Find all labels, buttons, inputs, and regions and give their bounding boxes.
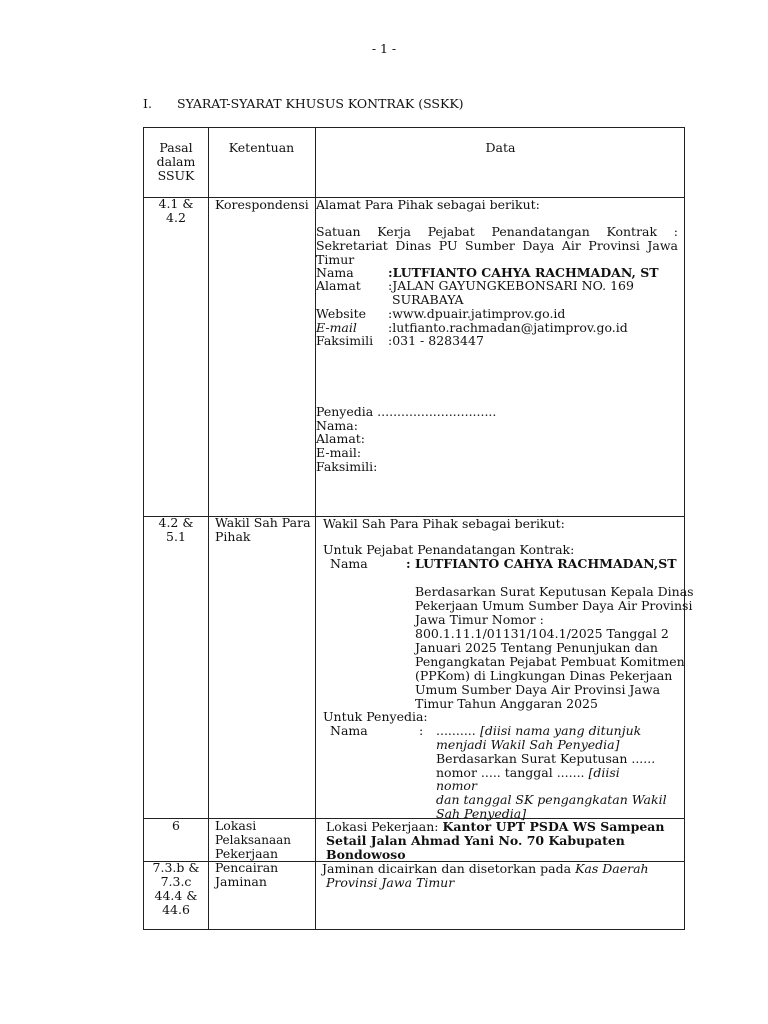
- row1-fax-value: :031 - 8283447: [388, 333, 484, 348]
- row1-website-label: Website: [316, 306, 367, 321]
- row1-intro: Alamat Para Pihak sebagai berikut:: [316, 197, 540, 212]
- section-number: I.: [143, 96, 152, 111]
- row1-fax-label: Faksimili: [316, 333, 374, 348]
- row1-ketentuan: Korespondensi: [215, 197, 309, 212]
- row4-text-line1: Jaminan dicairkan dan disetorkan pada Kas Daerah: [322, 861, 649, 876]
- row1-penyedia-fax: Faksimili:: [316, 459, 378, 474]
- section-heading: [143, 97, 464, 111]
- row2-penyedia-sk2: nomor ..... tanggal ....... [diisi: [436, 765, 620, 780]
- row2-intro: Wakil Sah Para Pihak sebagai berikut:: [323, 516, 565, 531]
- header-ketentuan: Ketentuan: [228, 140, 295, 155]
- row2-untuk-ppk: Untuk Pejabat Penandatangan Kontrak:: [323, 542, 575, 557]
- row1-alamat-label: Alamat: [316, 278, 361, 293]
- row2-penyedia-diisi: [diisi nama yang ditunjuk: [480, 723, 642, 738]
- row1-penyedia-alamat: Alamat:: [316, 431, 366, 446]
- row1-satker-line1: Satuan Kerja Pejabat Penandatangan Kontrak :: [316, 225, 678, 239]
- row3-lokasi: Lokasi Pekerjaan: Kantor UPT PSDA WS Sampean: [326, 819, 665, 834]
- row1-alamat-value2: SURABAYA: [392, 292, 464, 307]
- row2-pasal: 4.2 & 5.1: [158, 515, 194, 544]
- header-pasal: Pasal dalam SSUK: [156, 140, 196, 183]
- row1-satker-line3: Timur: [316, 252, 355, 267]
- row2-penyedia-sk5: Sah Penyedia]: [436, 806, 527, 821]
- row3-lokasi-line2: Setail Jalan Ahmad Yani No. 70 Kabupaten: [326, 833, 625, 848]
- row1-pasal: 4.1 & 4.2: [158, 196, 194, 225]
- row1-alamat-value: :JALAN GAYUNGKEBONSARI NO. 169: [388, 278, 634, 293]
- row2-penyedia-dots: ..........: [436, 723, 476, 738]
- row4-text-line2: Provinsi Jawa Timur: [326, 875, 455, 890]
- row1-penyedia: Penyedia ..............................: [316, 404, 497, 419]
- row2-untuk-penyedia: Untuk Penyedia:: [323, 709, 428, 724]
- row2-ketentuan: Wakil Sah Para Pihak: [215, 515, 311, 544]
- row2-penyedia-colon: :: [419, 723, 424, 738]
- row1-penyedia-nama: Nama:: [316, 418, 358, 433]
- row2-penyedia-sk4: dan tanggal SK pengangkatan Wakil: [436, 792, 667, 807]
- row2-penyedia-nama-label: Nama: [330, 723, 368, 738]
- row1-email-value: :lutfianto.rachmadan@jatimprov.go.id: [388, 320, 628, 335]
- row2-dasar: Berdasarkan Surat Keputusan Kepala Dinas Pekerjaan Umum Sumber Daya Air Provinsi Jawa Timur Nomor : 800.1.11.1/01131/104.1/2025 Tanggal 2 Januari 2025 Tentang Penunjukan dan Pengangkatan Pejabat Pembuat Komitmen (PPKom) di Lingkungan Dinas Pekerjaan Umum Sumber Daya Air Provinsi Jawa Timur Tahun Anggaran 2025: [415, 584, 694, 711]
- row4-ketentuan: Pencairan Jaminan: [215, 860, 279, 889]
- section-title: SYARAT-SYARAT KHUSUS KONTRAK (SSKK): [177, 96, 464, 111]
- row1-satker-line2: Sekretariat Dinas PU Sumber Daya Air Provinsi Jawa: [316, 239, 678, 253]
- row2-nama-value: : LUTFIANTO CAHYA RACHMADAN,ST: [406, 556, 677, 571]
- row1-penyedia-email: E-mail:: [316, 445, 362, 460]
- row2-penyedia-sk1: Berdasarkan Surat Keputusan ......: [436, 751, 656, 766]
- row3-pasal: 6: [172, 818, 180, 833]
- row1-nama-value: :LUTFIANTO CAHYA RACHMADAN, ST: [388, 265, 659, 280]
- row2-penyedia-sk3: nomor: [436, 778, 477, 793]
- page-number: - 1 -: [371, 41, 397, 56]
- sskk-table: [143, 127, 694, 930]
- column-divider: [208, 128, 209, 929]
- row2-nama-label: Nama: [330, 556, 368, 571]
- row3-lokasi-line3: Bondowoso: [326, 847, 406, 862]
- row1-email-label: E-mail: [316, 320, 357, 335]
- row1-website-value: :www.dpuair.jatimprov.go.id: [388, 306, 566, 321]
- row4-pasal: 7.3.b & 7.3.c 44.4 & 44.6: [152, 860, 200, 917]
- header-data: Data: [485, 140, 516, 155]
- row2-penyedia-diisi2: menjadi Wakil Sah Penyedia]: [436, 737, 620, 752]
- row1-nama-label: Nama: [316, 265, 354, 280]
- row3-ketentuan: Lokasi Pelaksanaan Pekerjaan: [215, 818, 291, 861]
